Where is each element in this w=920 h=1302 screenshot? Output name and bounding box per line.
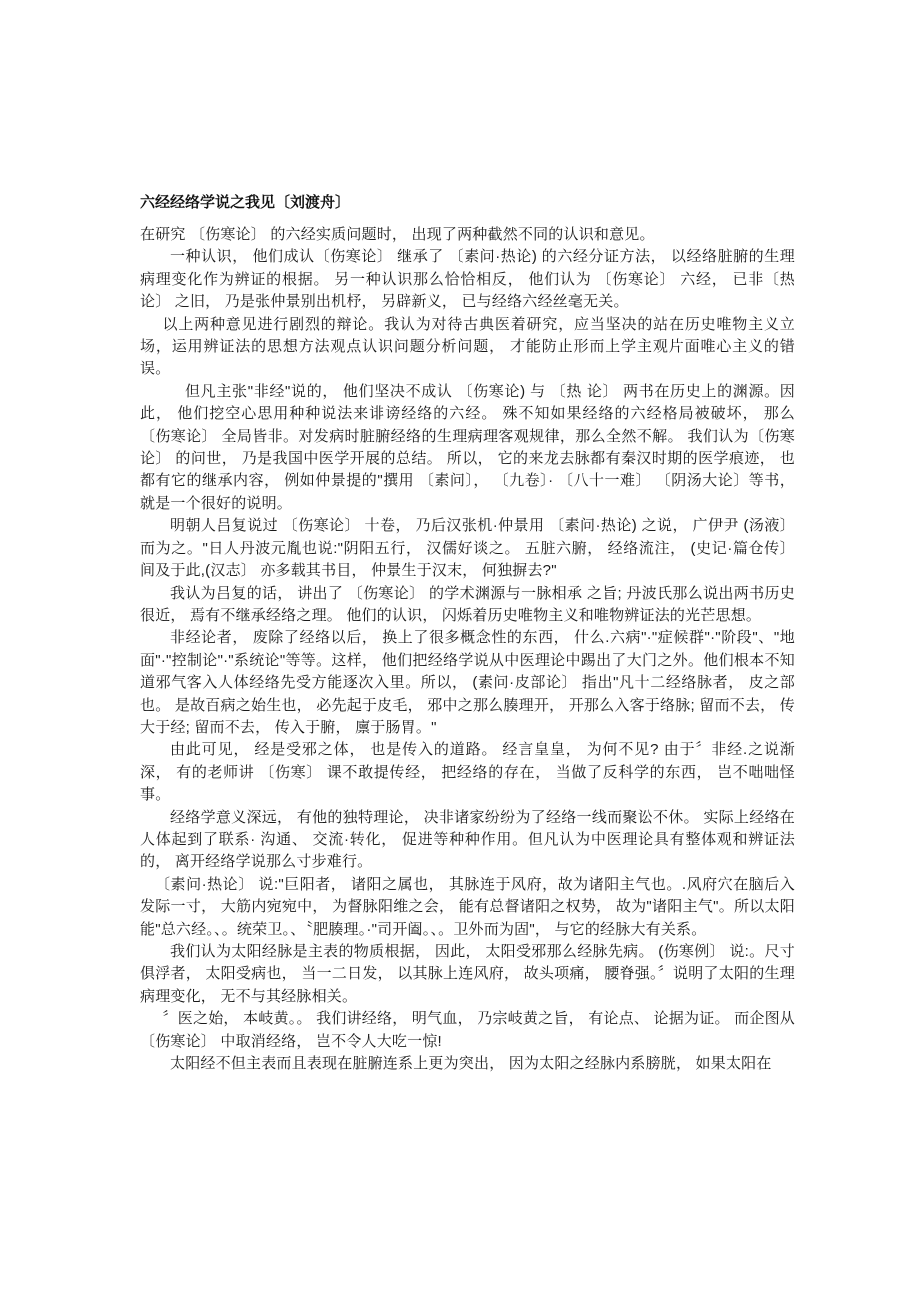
paragraph: 由此可见， 经是受邪之体， 也是传入的道路。 经言皇皇， 为何不见? 由于〞非经.之说渐深， 有的老师讲 〔伤寒〕 课不敢提传经， 把经络的存在， 当做了反科学的东西， 岂不咄咄怪事。 bbox=[140, 741, 795, 804]
paragraph: 明朝人吕复说过 〔伤寒论〕 十卷， 乃后汉张机·仲景用 〔素问·热论) 之说， 广伊尹 (汤液〕 而为之。"日人丹波元胤也说:"阴阳五行， 汉儒好谈之。 五脏六腑， 经络流注， (史记·篇仓传〕 间及于此,(汉志〕 亦多载其书目， 仲景生于汉末， 何独摒去?" bbox=[140, 517, 795, 580]
paragraph: 〞医之始， 本岐黄。。 我们讲经络， 明气血， 乃宗岐黄之旨， 有论点、 论据为证。 而企图从〔伤寒论〕 中取消经络， 岂不令人大吃一惊! bbox=[140, 1010, 795, 1050]
paragraph: 在研究 〔伤寒论〕 的六经实质问题时， 出现了两种截然不同的认识和意见。 bbox=[140, 226, 655, 243]
paragraph: 我认为吕复的话， 讲出了 〔伤寒论〕 的学术渊源与一脉相承 之旨; 丹波氏那么说出两书历史很近， 焉有不继承经络之理。 他们的认识， 闪烁着历史唯物主义和唯物辨证法的光芒思想。 bbox=[140, 584, 795, 624]
document-title: 六经经络学说之我见〔刘渡舟〕 bbox=[140, 194, 351, 211]
paragraph: 以上两种意见进行剧烈的辩论。我认为对待古典医着研究，应当坚决的站在历史唯物主义立场，运用辨证法的思想方法观点认识问题分析问题， 才能防止形而上学主观片面唯心主义的错误。 bbox=[140, 315, 795, 378]
paragraph: 我们认为太阳经脉是主表的物质根据， 因此， 太阳受邪那么经脉先病。 (伤寒例〕 说:。尺寸俱浮者， 太阳受病也， 当一二日发， 以其脉上连风府， 故头项痛， 腰脊强。〞说明了太阳的生理病理变化， 无不与其经脉相关。 bbox=[140, 943, 795, 1005]
paragraph: 〔素问·热论〕 说:"巨阳者， 诸阳之属也， 其脉连于风府，故为诸阳主气也。.风府穴在脑后入发际一寸， 大筋内宛宛中， 为督脉阳维之会， 能有总督诸阳之权势， 故为"诸阳主气"。所以太阳能"总六经。、。统荣卫。、〝肥腠理。·"司开阖。、。卫外而为固"， 与它的经脉大有关系。 bbox=[140, 875, 795, 938]
paragraph: 经络学意义深远， 有他的独特理论， 决非诸家纷纷为了经络一线而聚讼不休。 实际上经络在人体起到了联系· 沟通、 交流·转化， 促进等种种作用。但凡认为中医理论具有整体观和辨证法的， 离开经络学说那么寸步难行。 bbox=[140, 808, 795, 871]
paragraph: 一种认识， 他们成认〔伤寒论〕 继承了 〔素问·热论) 的六经分证方法， 以经络脏腑的生理病理变化作为辨证的根据。 另一种认识那么恰恰相反， 他们认为 〔伤寒论〕 六经， 已非〔热论〕 之旧， 乃是张仲景别出机杼， 另辟新义， 已与经络六经丝毫无关。 bbox=[140, 248, 795, 311]
paragraph: 非经论者， 废除了经络以后， 换上了很多概念性的东西， 什么.六病"·"症候群"·"阶段"、"地面"·"控制论"·"系统论"等等。这样， 他们把经络学说从中医理论中踢出了大门之外。他们根本不知 道邪气客入人体经络先受方能逐次入里。所以， (素问·皮部论〕 指出"凡十二经络脉者， 皮之部也。 是故百病之始生也， 必先起于皮毛， 邪中之那么腠理开， 开那么入客于络脉; 留而不去， 传大于经; 留而不去， 传入于腑， 廪于肠胃。" bbox=[140, 629, 795, 736]
document-page bbox=[140, 192, 795, 1075]
paragraph: 但凡主张"非经"说的， 他们坚决不成认 〔伤寒论) 与 〔热 论〕 两书在历史上的渊源。因此， 他们挖空心思用种种说法来诽谤经络的六经。 殊不知如果经络的六经格局被破坏， 那么 〔伤寒论〕 全局皆非。对发病时脏腑经络的生理病理客观规律，那么全然不解。 我们认为〔伤寒论〕 的问世， 乃是我国中医学开展的总结。 所以， 它的来龙去脉都有秦汉时期的医学痕迹， 也都有它的继承内容， 例如仲景提的"撰用 〔素问〕， 〔九卷〕· 〔八十一难〕 〔阴汤大论〕等书， 就是一个很好的说明。 bbox=[140, 382, 795, 512]
paragraph: 太阳经不但主表而且表现在脏腑连系上更为突出， 因为太阳之经脉内系膀胱， 如果太阳在 bbox=[170, 1055, 772, 1073]
